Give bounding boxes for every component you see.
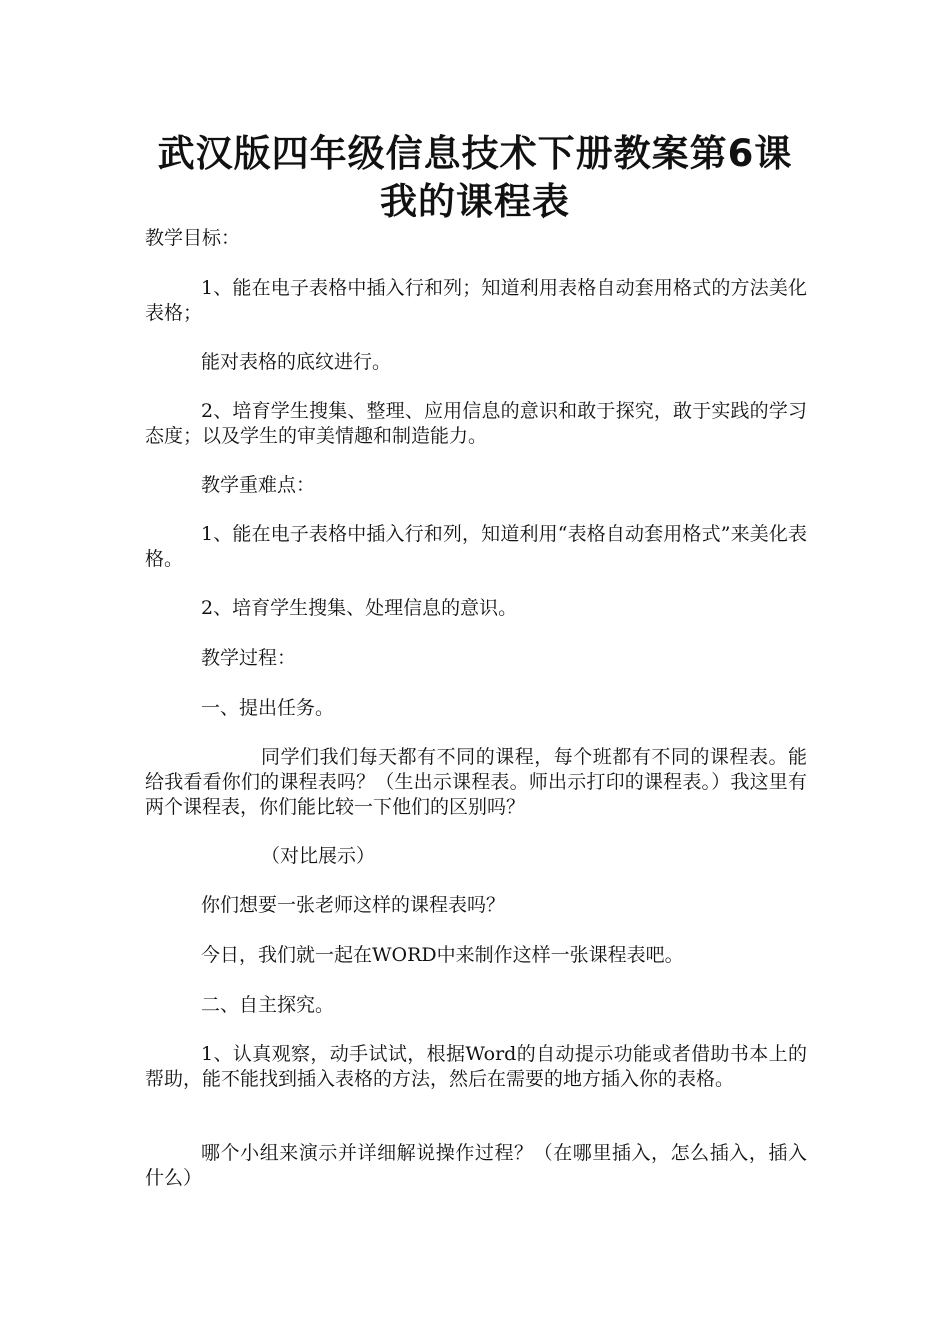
paragraph: 2、培育学生搜集、处理信息的意识。 [201,597,518,619]
paragraph: （对比展示） [261,845,376,867]
paragraph: 同学们我们每天都有不同的课程，每个班都有不同的课程表。能给我看看你们的课程表吗？（生出示课程表。师出示打印的课程表。）我这里有两个课程表，你们能比较一下他们的区别吗？ [145,746,807,818]
paragraph: 你们想要一张老师这样的课程表吗？ [201,894,506,916]
paragraph: 2、培育学生搜集、整理、应用信息的意识和敢于探究，敢于实践的学习态度；以及学生的审美情趣和制造能力。 [145,400,807,447]
paragraph-objectives-heading: 教学目标： [145,227,241,249]
paragraph: 1、能在电子表格中插入行和列；知道利用表格自动套用格式的方法美化表格； [145,277,807,324]
paragraph-section-heading: 二、自主探究。 [201,994,335,1016]
paragraph-process-heading: 教学过程： [201,647,297,669]
document-subtitle: 我的课程表 [380,180,570,223]
paragraph-section-heading: 一、提出任务。 [201,697,335,719]
paragraph: 今日，我们就一起在WORD中来制作这样一张课程表吧。 [201,944,684,966]
paragraph: 能对表格的底纹进行。 [201,351,392,373]
paragraph: 1、认真观察，动手试试，根据Word的自动提示功能或者借助书本上的帮助，能不能找到插入表格的方法，然后在需要的地方插入你的表格。 [145,1043,807,1090]
document-title: 武汉版四年级信息技术下册教案第6课 [157,132,793,175]
paragraph-key-points-heading: 教学重难点： [201,474,316,496]
paragraph: 哪个小组来演示并详细解说操作过程？（在哪里插入，怎么插入，插入什么） [145,1142,807,1189]
paragraph: 1、能在电子表格中插入行和列，知道利用“表格自动套用格式”来美化表格。 [145,523,807,570]
